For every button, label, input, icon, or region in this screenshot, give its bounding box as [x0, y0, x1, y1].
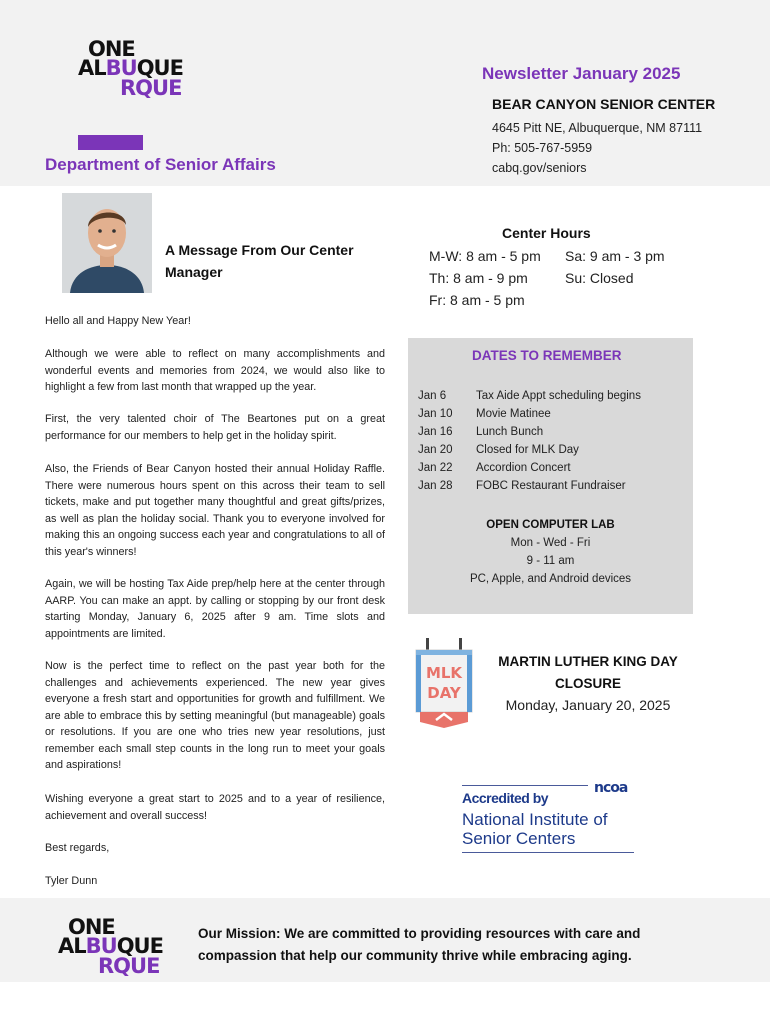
ncoa-brand: ncoa: [594, 780, 628, 796]
logo-line-1: ONE: [88, 37, 135, 61]
logo-line-3: RQUE: [120, 75, 182, 100]
hours-sa: Sa: 9 am - 3 pm: [565, 248, 665, 264]
mlk-calendar-icon: [414, 638, 474, 730]
mlk-heading-1: MARTIN LUTHER KING DAY: [498, 654, 678, 669]
computer-lab-time: 9 - 11 am: [526, 555, 575, 567]
date-label: Jan 20: [418, 444, 453, 456]
mission-statement: Our Mission: We are committed to providing resources with care and compassion that help our community thrive while embracing aging.: [198, 926, 641, 963]
date-label: Jan 10: [418, 408, 453, 420]
hours-th: Th: 8 am - 9 pm: [429, 270, 528, 286]
hours-su: Su: Closed: [565, 270, 634, 286]
date-event: Accordion Concert: [476, 462, 571, 474]
one-albuquerque-logo-footer: [58, 915, 163, 978]
message-signature: Tyler Dunn: [45, 875, 98, 887]
hours-mw: M-W: 8 am - 5 pm: [429, 248, 541, 264]
message-greeting: Hello all and Happy New Year!: [45, 315, 191, 327]
date-event: Closed for MLK Day: [476, 444, 579, 456]
message-closing: Best regards,: [45, 842, 110, 854]
department-name: Department of Senior Affairs: [45, 155, 276, 174]
date-event: Tax Aide Appt scheduling begins: [476, 390, 641, 402]
center-website[interactable]: cabq.gov/seniors: [492, 161, 587, 175]
message-paragraph: Now is the perfect time to reflect on the past year both for the challenges and achievements experienced. The new year gives everyone a fresh start and opportunities for growth and fulfillment. We are able to embrace this by setting meaningful (but manageable) goals or resolutions. If you are one who tries new year resolutions, just remember each small step counts in the long run to meet your goals and aspirations!: [45, 660, 385, 771]
date-event: Lunch Bunch: [476, 426, 544, 438]
center-phone: Ph: 505-767-5959: [492, 141, 593, 155]
mlk-icon-text-2: DAY: [427, 684, 461, 702]
mlk-heading-2: CLOSURE: [554, 676, 621, 691]
logo-line-3: RQUE: [98, 953, 160, 978]
logo-line-1: ONE: [68, 915, 115, 939]
hours-title: Center Hours: [502, 225, 591, 241]
message-paragraph: Again, we will be hosting Tax Aide prep/help here at the center through AARP. You can make an appt. by calling or stopping by our front desk starting Monday, January 6, 2025 after 9 am. Time slots and appointments are limited.: [45, 578, 385, 640]
nisc-name: National Institute of Senior Centers: [462, 810, 608, 848]
dates-title: DATES TO REMEMBER: [472, 348, 622, 363]
date-event: Movie Matinee: [476, 408, 551, 420]
newsletter-title: Newsletter January 2025: [482, 64, 681, 83]
date-label: Jan 6: [418, 390, 447, 402]
computer-lab-days: Mon - Wed - Fri: [510, 537, 591, 549]
accredited-by-label: Accredited by: [462, 790, 549, 806]
date-label: Jan 16: [418, 426, 453, 438]
center-address: 4645 Pitt NE, Albuquerque, NM 87111: [492, 121, 703, 135]
message-paragraph: First, the very talented choir of The Beartones put on a great performance for our members to help get in the holiday spirit.: [45, 413, 385, 442]
mlk-icon-text-1: MLK: [425, 664, 463, 682]
message-paragraph: Also, the Friends of Bear Canyon hosted their annual Holiday Raffle. There were numerous hours spent on this across their team to sell tickets, make and put together many thoughtful and great gifts/prizes, as well as plan the holiday social. Thank you to everyone involved for making this an ongoing success each year and congratulations to all of this year's winners!: [45, 463, 385, 558]
manager-photo: [62, 193, 152, 293]
date-label: Jan 22: [418, 462, 453, 474]
logo-line-2: ALBUQUE: [58, 934, 163, 959]
logo-line-2: ALBUQUE: [78, 56, 183, 81]
message-paragraph: Wishing everyone a great start to 2025 and to a year of resilience, achievement and overall success!: [45, 793, 385, 822]
computer-lab-title: OPEN COMPUTER LAB: [486, 519, 615, 531]
accent-bar: [78, 135, 143, 150]
hours-fr: Fr: 8 am - 5 pm: [429, 292, 525, 308]
one-albuquerque-logo: [78, 37, 183, 100]
computer-lab-devices: PC, Apple, and Android devices: [469, 573, 632, 585]
mlk-date: Monday, January 20, 2025: [505, 697, 671, 713]
center-name: BEAR CANYON SENIOR CENTER: [492, 96, 716, 112]
ncoa-accreditation-badge: [460, 780, 636, 856]
message-paragraph: Although we were able to reflect on many accomplishments and wonderful events and memories from 2024, we would also like to highlight a few from last month that wrapped up the year.: [45, 348, 385, 393]
date-label: Jan 28: [418, 480, 453, 492]
message-heading: A Message From Our Center Manager: [165, 242, 354, 280]
date-event: FOBC Restaurant Fundraiser: [476, 480, 626, 492]
